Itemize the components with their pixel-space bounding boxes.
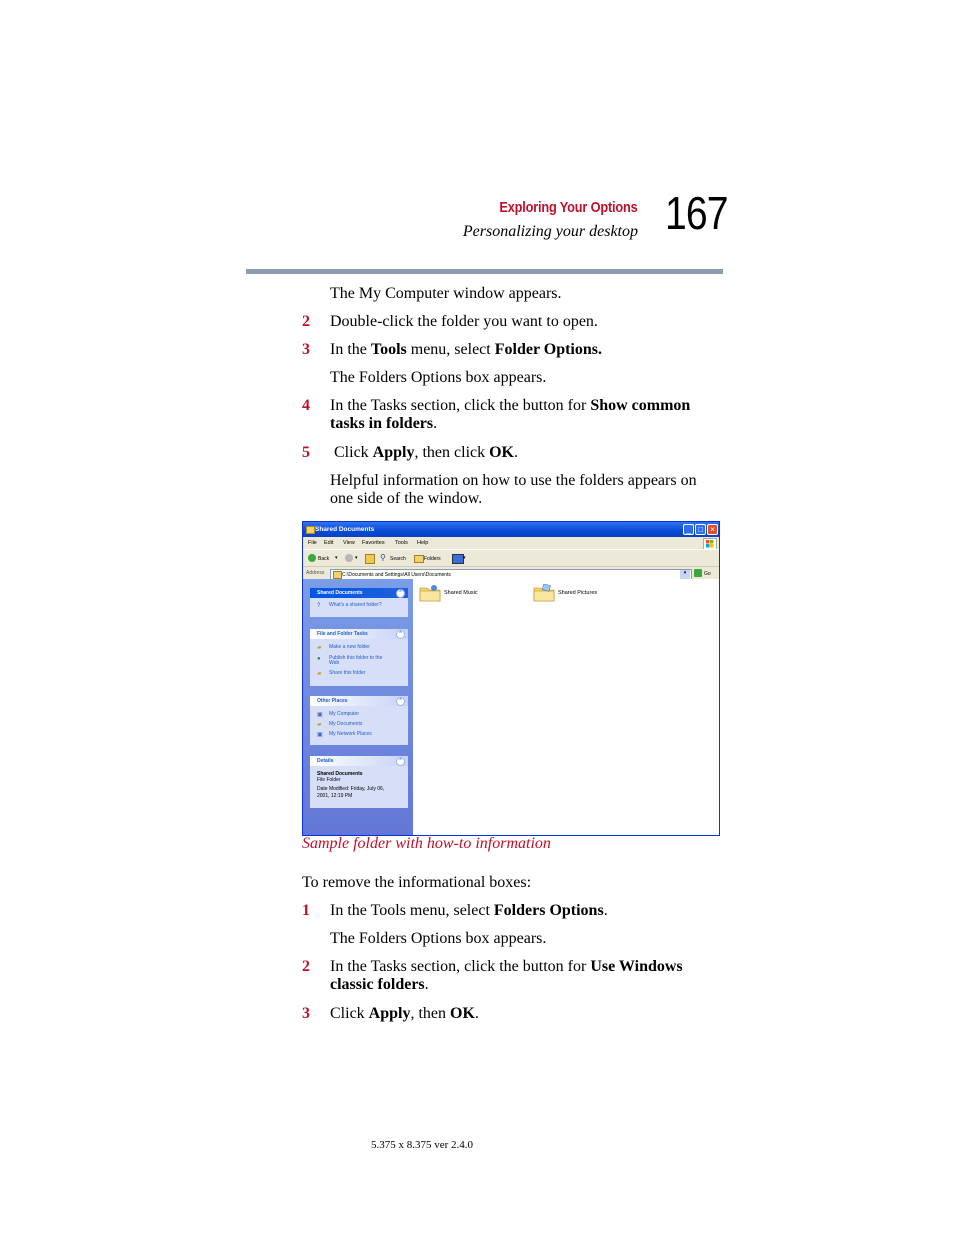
- title-bar: [303, 522, 719, 537]
- step-number: 2: [302, 313, 310, 330]
- menu-view[interactable]: View: [343, 540, 355, 546]
- pictures-folder-icon: [533, 584, 555, 602]
- step-number: 3: [302, 1005, 310, 1022]
- menu-file[interactable]: File: [308, 540, 317, 546]
- new-folder-icon: ▰: [317, 645, 322, 651]
- back-button[interactable]: Back: [318, 556, 330, 562]
- page-number: 167: [665, 187, 728, 239]
- collapse-chevron-icon[interactable]: ⌃: [396, 757, 405, 766]
- views-dropdown-icon[interactable]: ▾: [463, 555, 466, 561]
- folders-icon[interactable]: [414, 555, 424, 563]
- task-link[interactable]: ● Publish this folder to the Web: [317, 654, 383, 666]
- place-link[interactable]: ▣ My Computer: [317, 711, 360, 718]
- step-text: Click Apply, then click OK.: [334, 444, 518, 461]
- minimize-button[interactable]: _: [683, 524, 694, 535]
- search-button[interactable]: Search: [390, 556, 406, 562]
- menu-bar: [303, 537, 719, 549]
- details-type: File Folder: [317, 776, 341, 783]
- maximize-button[interactable]: □: [695, 524, 706, 535]
- go-button[interactable]: Go: [704, 571, 711, 577]
- address-label: Address: [306, 570, 325, 576]
- section-title: Personalizing your desktop: [462, 223, 638, 240]
- details-name: Shared Documents: [317, 771, 363, 777]
- explorer-window-screenshot: [302, 521, 720, 836]
- place-link[interactable]: ▰ My Documents: [317, 721, 363, 728]
- step-text: In the Tools menu, select Folders Options.: [330, 902, 608, 919]
- address-value: C:\Documents and Settings\All Users\Documents: [342, 571, 451, 578]
- panel-link[interactable]: ? What's a shared folder?: [317, 602, 382, 609]
- search-icon[interactable]: ⚲: [380, 553, 386, 562]
- menu-help[interactable]: Help: [417, 540, 429, 546]
- folders-button[interactable]: Folders: [424, 556, 441, 562]
- collapse-chevron-icon[interactable]: ⌃: [396, 697, 405, 706]
- task-pane: [303, 579, 413, 835]
- task-link[interactable]: ▰ Share this folder: [317, 669, 366, 677]
- step-text: Double-click the folder you want to open.: [330, 313, 598, 330]
- step-text: In the Tasks section, click the button for Use Windows classic folders.: [330, 958, 683, 993]
- details-modified: Date Modified: Friday, July 06,: [317, 786, 385, 792]
- paragraph: The Folders Options box appears.: [330, 369, 547, 386]
- folder-contents: [413, 579, 719, 835]
- close-button[interactable]: ×: [707, 524, 718, 535]
- share-folder-icon: ▰: [317, 670, 322, 677]
- network-places-icon: ▣: [317, 732, 323, 738]
- folder-icon: [333, 571, 342, 579]
- details-panel: [310, 756, 408, 808]
- step-text: In the Tools menu, select Folder Options.: [330, 341, 602, 358]
- back-dropdown-icon[interactable]: ▾: [335, 555, 338, 561]
- paragraph: Helpful information on how to use the folders appears on one side of the window.: [330, 472, 697, 507]
- details-modified: 2001, 12:19 PM: [317, 792, 353, 799]
- panel-title[interactable]: Other Places ⌃: [310, 696, 408, 706]
- step-text: In the Tasks section, click the button for Show common tasks in folders.: [330, 397, 691, 432]
- place-link[interactable]: ▣ My Network Places: [317, 731, 372, 738]
- collapse-chevron-icon[interactable]: ⌃: [396, 630, 405, 639]
- other-places-panel: [310, 696, 408, 745]
- step-number: 4: [302, 397, 310, 414]
- help-icon: ?: [317, 603, 321, 609]
- paragraph: The My Computer window appears.: [330, 285, 562, 302]
- shared-pictures-folder[interactable]: [533, 584, 598, 604]
- window-title: Shared Documents: [315, 526, 375, 533]
- menu-edit[interactable]: Edit: [324, 540, 334, 546]
- menu-favorites[interactable]: Favorites: [362, 540, 385, 546]
- step-text: Click Apply, then OK.: [330, 1005, 479, 1022]
- step-number: 3: [302, 341, 310, 358]
- folder-icon: [306, 526, 315, 534]
- menu-tools[interactable]: Tools: [395, 540, 408, 546]
- panel-title[interactable]: Shared Documents ⌃: [310, 588, 408, 598]
- address-bar: [303, 566, 719, 580]
- back-arrow-icon[interactable]: [308, 554, 316, 562]
- paragraph: The Folders Options box appears.: [330, 930, 547, 947]
- up-folder-icon[interactable]: [365, 554, 375, 564]
- go-arrow-icon[interactable]: [694, 569, 702, 577]
- globe-icon: ●: [317, 655, 321, 662]
- forward-dropdown-icon[interactable]: ▾: [355, 555, 358, 561]
- step-number: 1: [302, 902, 310, 919]
- paragraph: To remove the informational boxes:: [302, 874, 532, 891]
- step-number: 5: [302, 444, 310, 461]
- panel-title[interactable]: Details ⌃: [310, 756, 408, 766]
- chapter-title: Exploring Your Options: [499, 199, 638, 216]
- music-folder-icon: [419, 584, 441, 602]
- collapse-chevron-icon[interactable]: ⌃: [396, 589, 405, 598]
- footer: 5.375 x 8.375 ver 2.4.0: [371, 1139, 474, 1151]
- toolbar: [303, 549, 719, 567]
- forward-arrow-icon[interactable]: [345, 554, 353, 562]
- folder-name: Shared Music: [444, 590, 478, 596]
- panel-title[interactable]: File and Folder Tasks ⌃: [310, 629, 408, 639]
- shared-documents-panel: [310, 588, 408, 617]
- task-link[interactable]: ▰ Make a new folder: [317, 644, 370, 651]
- file-folder-tasks-panel: [310, 629, 408, 686]
- my-computer-icon: ▣: [317, 712, 323, 718]
- folder-name: Shared Pictures: [558, 590, 598, 596]
- my-documents-icon: ▰: [317, 722, 322, 728]
- address-dropdown-icon[interactable]: ▾: [680, 570, 690, 579]
- header-rule: [246, 269, 723, 274]
- figure-caption: Sample folder with how-to information: [302, 835, 551, 852]
- step-number: 2: [302, 958, 310, 975]
- shared-music-folder[interactable]: [419, 584, 478, 604]
